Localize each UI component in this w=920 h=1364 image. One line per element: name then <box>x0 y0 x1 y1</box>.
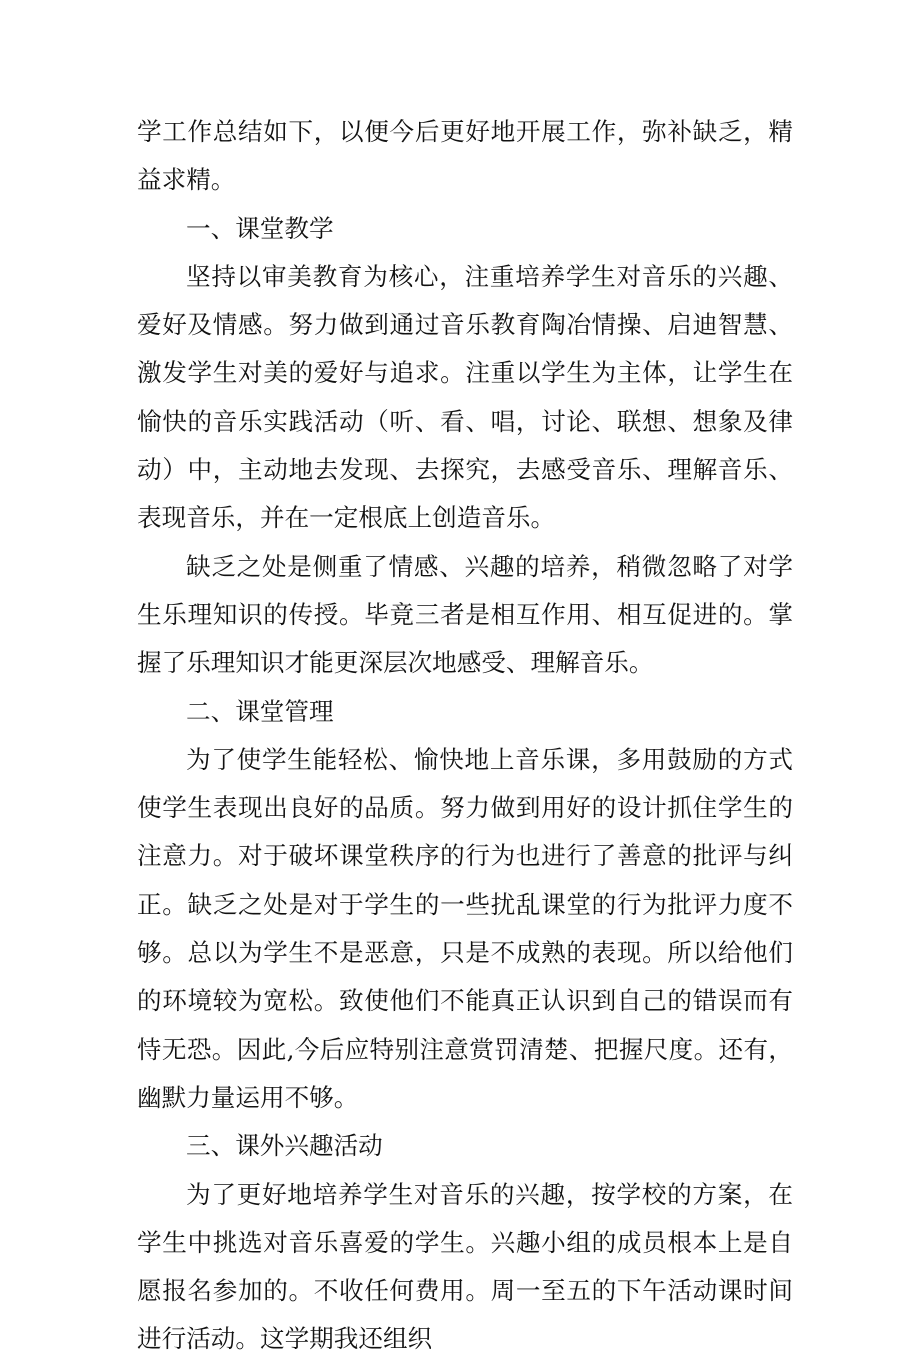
paragraph: 为了更好地培养学生对音乐的兴趣，按学校的方案，在学生中挑选对音乐喜爱的学生。兴趣小组的成员根本上是自愿报名参加的。不收任何费用。周一至五的下午活动课时间进行活动。这学期我还组织 <box>137 1179 793 1354</box>
paragraph: 坚持以审美教育为核心，注重培养学生对音乐的兴趣、爱好及情感。努力做到通过音乐教育陶冶情操、启迪智慧、激发学生对美的爱好与追求。注重以学生为主体，让学生在愉快的音乐实践活动（听、看、唱，讨论、联想、想象及律动）中，主动地去发现、去探究，去感受音乐、理解音乐、表现音乐，并在一定根底上创造音乐。 <box>137 261 793 533</box>
section-heading-classroom-teaching: 一、课堂教学 <box>186 213 334 243</box>
paragraph: 为了使学生能轻松、愉快地上音乐课，多用鼓励的方式使学生表现出良好的品质。努力做到用好的设计抓住学生的注意力。对于破坏课堂秩序的行为也进行了善意的批评与纠正。缺乏之处是对于学生的一些扰乱课堂的行为批评力度不够。总以为学生不是恶意，只是不成熟的表现。所以给他们的环境较为宽松。致使他们不能真正认识到自己的错误而有恃无恐。因此,今后应特别注意赏罚清楚、把握尺度。还有，幽默力量运用不够。 <box>137 744 793 1112</box>
paragraph: 缺乏之处是侧重了情感、兴趣的培养，稍微忽略了对学生乐理知识的传授。毕竟三者是相互作用、相互促进的。掌握了乐理知识才能更深层次地感受、理解音乐。 <box>137 551 793 678</box>
document-body <box>137 108 793 1364</box>
section-heading-extracurricular-activities: 三、课外兴趣活动 <box>186 1131 383 1161</box>
section-heading-classroom-management: 二、课堂管理 <box>186 696 334 726</box>
intro-paragraph: 学工作总结如下，以便今后更好地开展工作，弥补缺乏，精益求精。 <box>137 117 793 195</box>
